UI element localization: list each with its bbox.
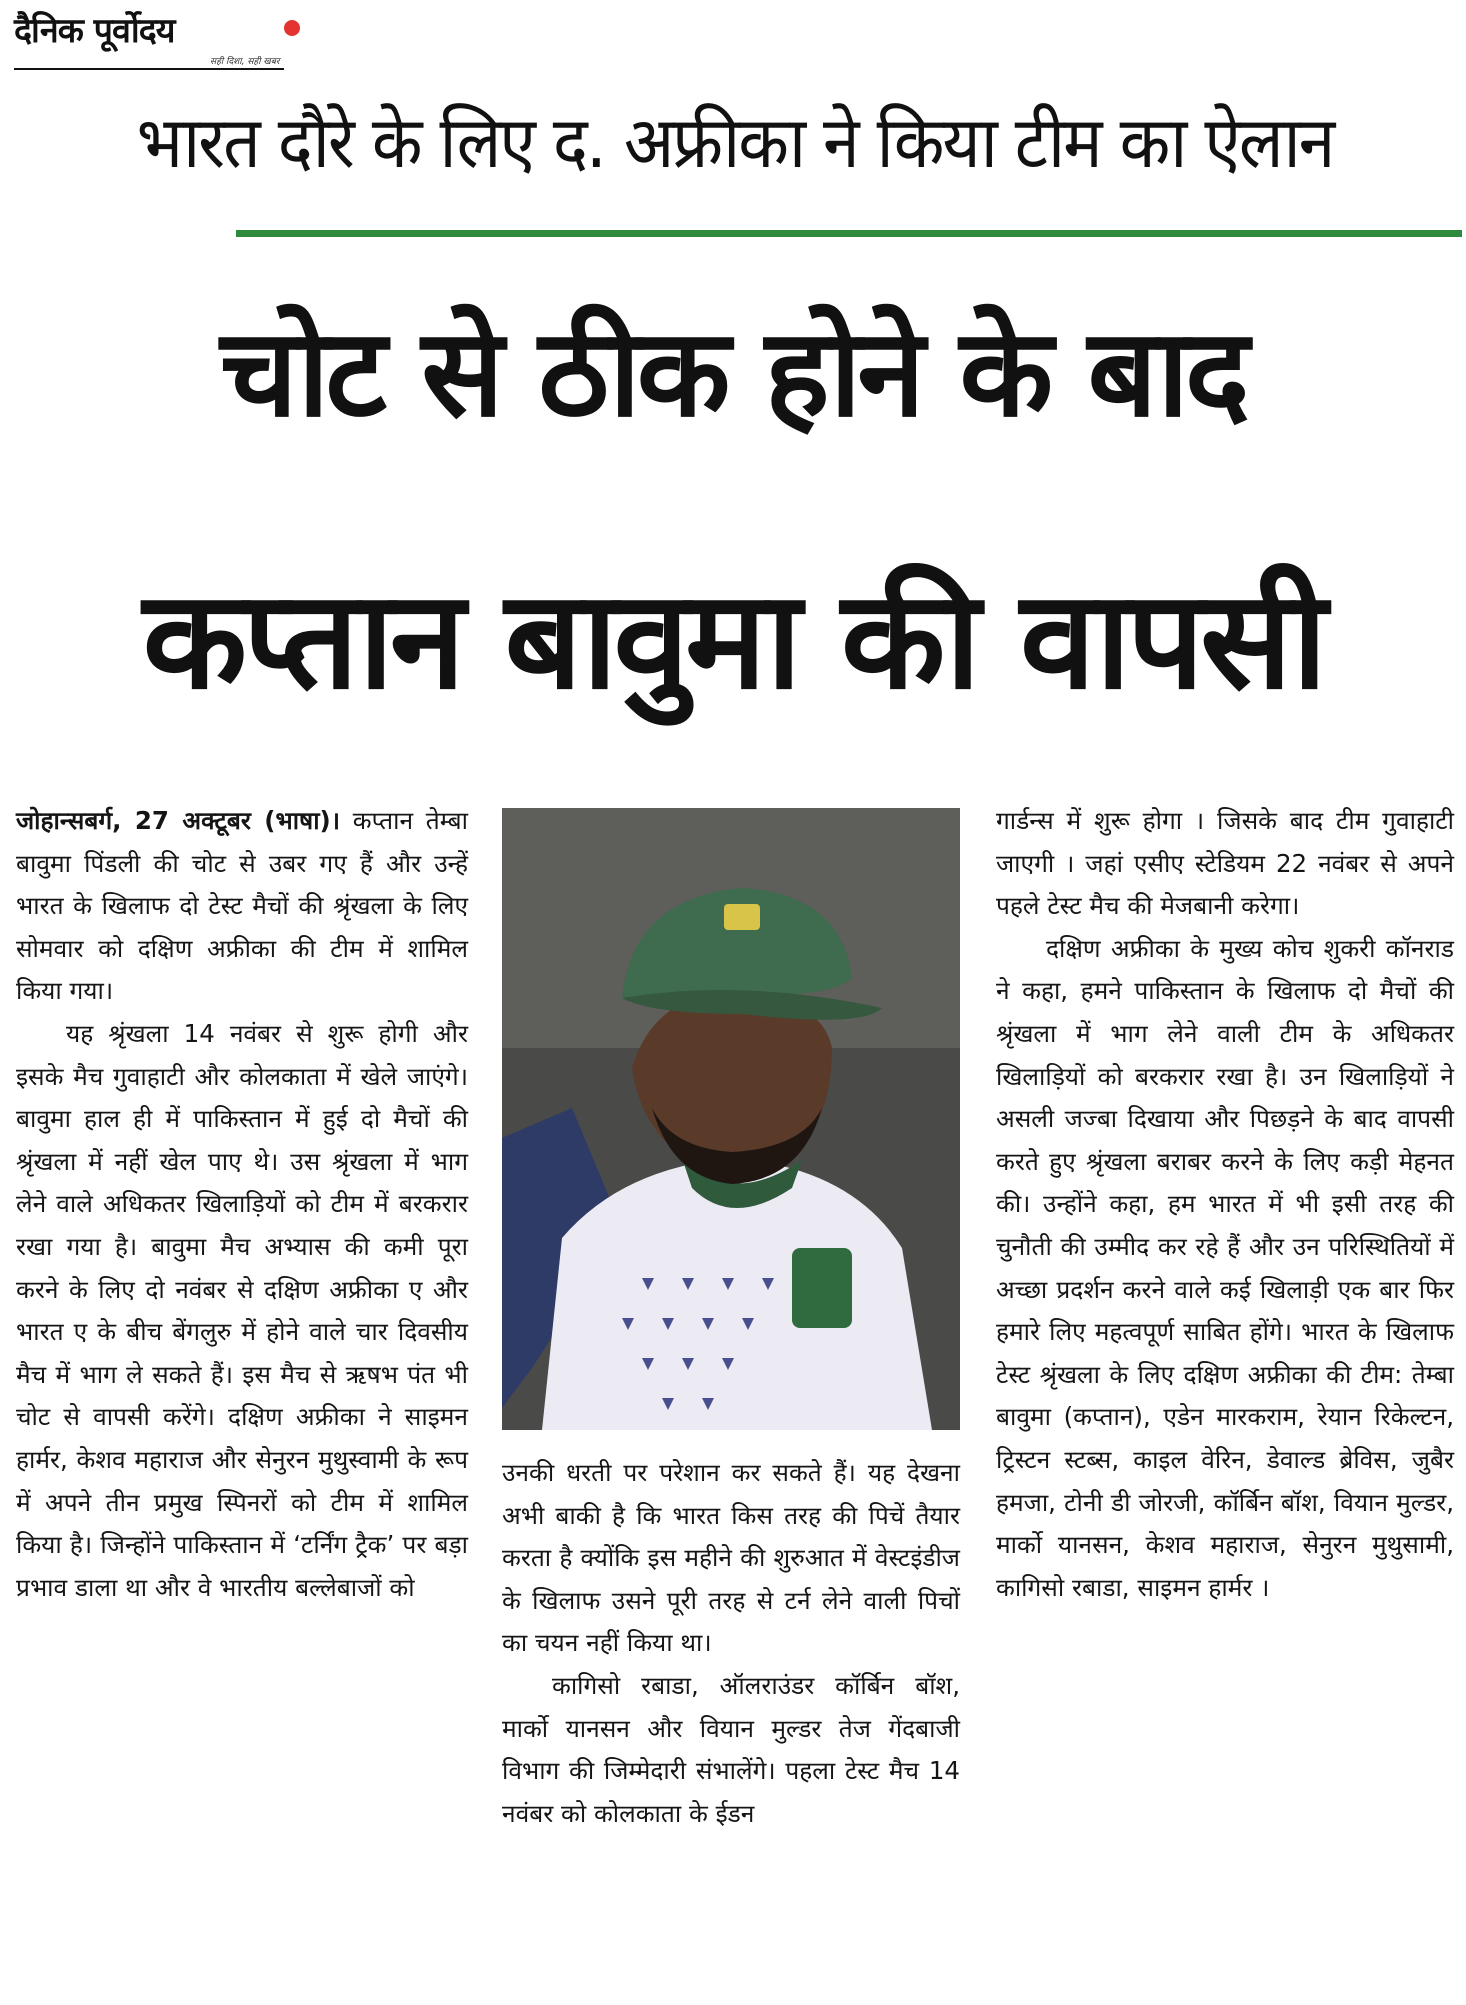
masthead-tagline: सही दिशा, सही खबर [210,57,280,67]
dateline: जोहान्सबर्ग, 27 अक्टूबर (भाषा)। [16,806,341,835]
kicker-headline: भारत दौरे के लिए द. अफ्रीका ने किया टीम का ऐलान [136,100,1334,185]
article-column-3 [996,800,1454,1609]
logo-dot-icon [284,20,300,36]
masthead [14,6,304,70]
article-paragraph: यह श्रृंखला 14 नवंबर से शुरू होगी और इसके मैच गुवाहाटी और कोलकाता में खेले जाएंगे। बावुमा हाल ही में पाकिस्तान में हुई दो मैचों की श्रृंखला में नहीं खेल पाए थे। उस श्रृंखला में भाग लेने वाले अधिकतर खिलाड़ियों को टीम में बरकरार रखा गया है। बावुमा मैच अभ्यास की कमी पूरा करने के लिए दो नवंबर से दक्षिण अफ्रीका ए और भारत ए के बीच बेंगलुरु में होने वाले चार दिवसीय मैच में भाग ले सकते हैं। इस मैच से ऋषभ पंत भी चोट से वापसी करेंगे। दक्षिण अफ्रीका ने साइमन हार्मर, केशव महाराज और सेनुरन मुथुस्वामी के रूप में अपने तीन प्रमुख स्पिनरों को टीम में शामिल किया है। जिन्होंने पाकिस्तान में ‘टर्निंग ट्रैक’ पर बड़ा प्रभाव डाला था और वे भारतीय बल्लेबाजों को [16,1018,468,1602]
article-column-1 [16,800,468,1609]
article-paragraph: दक्षिण अफ्रीका के मुख्य कोच शुकरी कॉनराड ने कहा, हमने पाकिस्तान के खिलाफ दो मैचों की श्रृंखला में भाग लेने वाली टीम के अधिकतर खिलाड़ियों को बरकरार रखा है। उन खिलाड़ियों ने असली जज्बा दिखाया और पिछड़ने के बाद वापसी करते हुए श्रृंखला बराबर करने के लिए कड़ी मेहनत की। उन्होंने कहा, हम भारत में भी इसी तरह की चुनौती की उम्मीद कर रहे हैं और उन परिस्थितियों में अच्छा प्रदर्शन करने वाले कई खिलाड़ी एक बार फिर हमारे लिए महत्वपूर्ण साबित होंगे। भारत के खिलाफ टेस्ट श्रृंखला के लिए दक्षिण अफ्रीका की टीम: तेम्बा बावुमा (कप्तान), एडेन मारकराम, रेयान रिकेल्टन, ट्रिस्टन स्टब्स, काइल वेरिन, डेवाल्ड ब्रेविस, जुबैर हमजा, टोनी डी जोरजी, कॉर्बिन बॉश, वियान मुल्डर, मार्को यानसन, केशव महाराज, सेनुरन मुथुसामी, कागिसो रबाडा, साइमन हार्मर । [996,933,1454,1602]
green-divider [236,230,1462,237]
article-paragraph: कागिसो रबाडा, ऑलराउंडर कॉर्बिन बॉश, मार्को यानसन और वियान मुल्डर तेज गेंदबाजी विभाग की जिम्मेदारी संभालेंगे। पहला टेस्ट मैच 14 नवंबर को कोलकाता के ईडन [502,1670,960,1828]
masthead-logo: दैनिक पूर्वोदय [14,11,175,51]
headline-line-1: चोट से ठीक होने के बाद [220,302,1246,444]
masthead-rule [14,68,284,70]
article-column-2 [502,1452,960,1835]
article-paragraph: उनकी धरती पर परेशान कर सकते हैं। यह देखना अभी बाकी है कि भारत किस तरह की पिचें तैयार करता है क्योंकि इस महीने की शुरुआत में वेस्टइंडीज के खिलाफ उसने पूरी तरह से टर्न लेने वाली पिचों का चयन नहीं किया था। [502,1458,960,1658]
paragraph-text: कप्तान तेम्बा बावुमा पिंडली की चोट से उबर गए हैं और उन्हें भारत के खिलाफ दो टेस्ट मैचों की श्रृंखला के लिए सोमवार को दक्षिण अफ्रीका की टीम में शामिल किया गया। [16,806,469,1006]
player-photo-illustration [502,808,960,1430]
article-paragraph [16,800,468,1013]
headline-line-2: कप्तान बावुमा की वापसी [142,562,1324,720]
player-photo [502,808,960,1430]
article-paragraph: गार्डन्स में शुरू होगा । जिसके बाद टीम गुवाहाटी जाएगी । जहां एसीए स्टेडियम 22 नवंबर से अपने पहले टेस्ट मैच की मेजबानी करेगा। [996,806,1454,921]
